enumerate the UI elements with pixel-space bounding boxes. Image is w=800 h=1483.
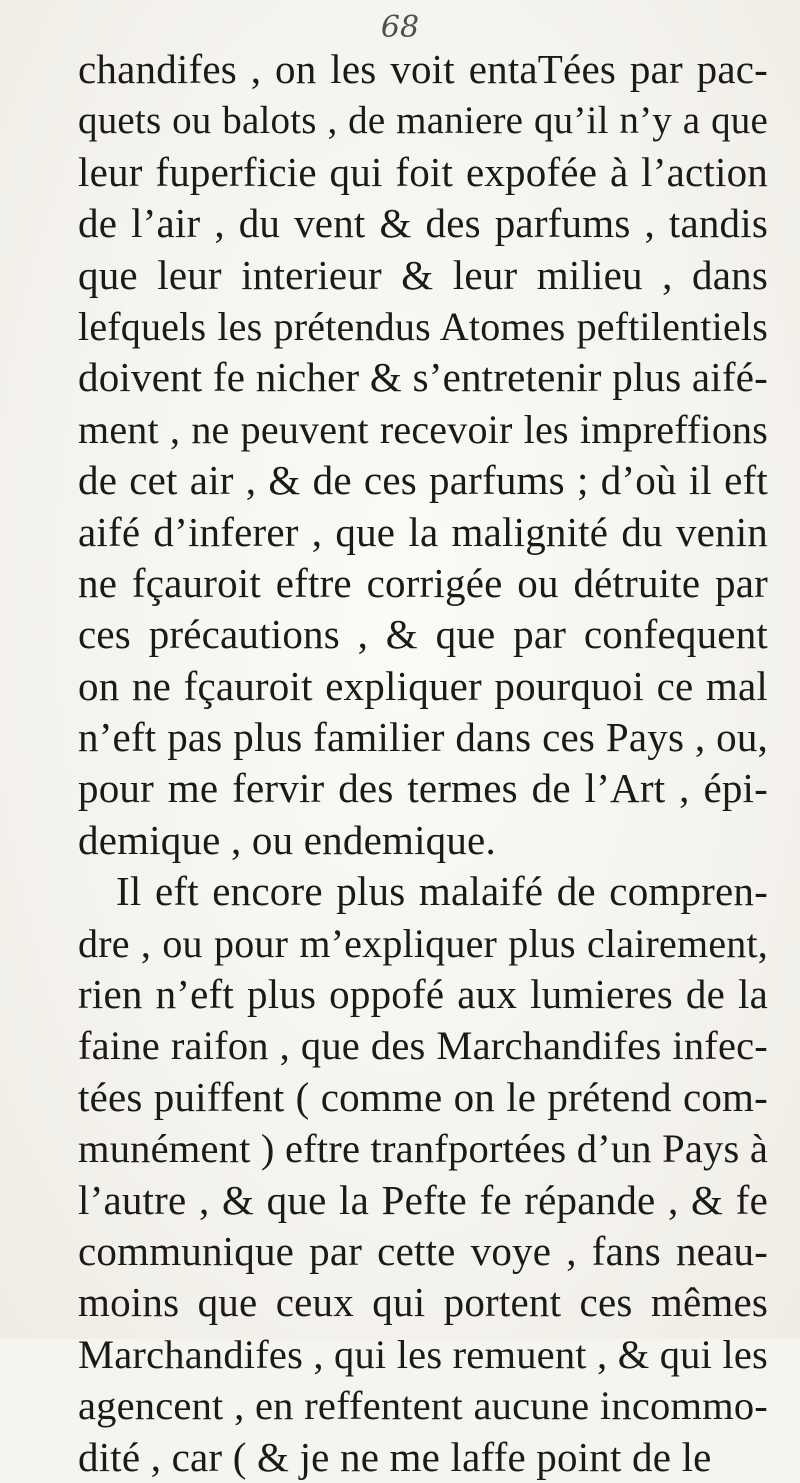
text-line-28: dité , car ( & je ne me laffe point de le <box>78 1433 712 1480</box>
text-line-7: doivent fe nicher & s’entretenir plus aifé- <box>78 354 768 401</box>
text-line-21: tées puiffent ( comme on le prétend com- <box>78 1073 768 1120</box>
text-line-25: moins que ceux qui portent ces mêmes <box>78 1279 768 1326</box>
text-line-18: dre , ou pour m’expliquer plus clairement, <box>78 920 768 966</box>
text-line-14: n’eft pas plus familier dans ces Pays , ou, <box>78 714 768 761</box>
text-line-13: on ne fçauroit expliquer pourquoi ce mal <box>78 662 768 709</box>
text-line-24: communique par cette voye , fans neau- <box>78 1227 768 1274</box>
text-line-26: Marchandifes , qui les remuent , & qui les <box>78 1331 768 1377</box>
text-line-16: demique , ou endemique. <box>78 816 496 863</box>
page-number: 68 <box>380 10 420 45</box>
text-line-6: lefquels les prétendus Atomes peftilentiels <box>78 303 768 349</box>
text-line-20: faine raifon , que des Marchandifes infec- <box>78 1023 768 1069</box>
text-line-9: de cet air , & de ces parfums ; d’où il eft <box>78 457 768 504</box>
text-line-8: ment , ne peuvent recevoir les impreffions <box>78 406 768 452</box>
text-line-10: aifé d’inferer , que la malignité du venin <box>78 508 768 555</box>
text-line-22: munément ) eftre tranfportées d’un Pays à <box>78 1126 768 1172</box>
text-line-1: chandifes , on les voit entaTées par pac- <box>78 46 768 92</box>
text-line-23: l’autre , & que la Pefte fe répande , & fe <box>78 1176 768 1223</box>
text-line-11: ne fçauroit eftre corrigée ou détruite par <box>78 559 768 606</box>
text-line-12: ces précautions , & que par confequent <box>78 611 768 658</box>
text-line-15: pour me fervir des termes de l’Art , épi- <box>78 765 768 812</box>
text-line-17: Il eft encore plus malaifé de compren- <box>116 868 768 915</box>
body-text <box>78 44 768 1483</box>
text-line-5: que leur interieur & leur milieu , dans <box>78 251 768 298</box>
text-line-27: agencent , en reffentent aucune incommo- <box>78 1383 768 1429</box>
text-line-3: leur fuperficie qui foit expofée à l’action <box>78 148 768 195</box>
text-line-4: de l’air , du vent & des parfums , tandis <box>78 200 768 247</box>
text-line-2: quets ou balots , de maniere qu’il n’y a que <box>78 99 768 143</box>
text-line-19: rien n’eft plus oppofé aux lumieres de la <box>78 971 768 1018</box>
